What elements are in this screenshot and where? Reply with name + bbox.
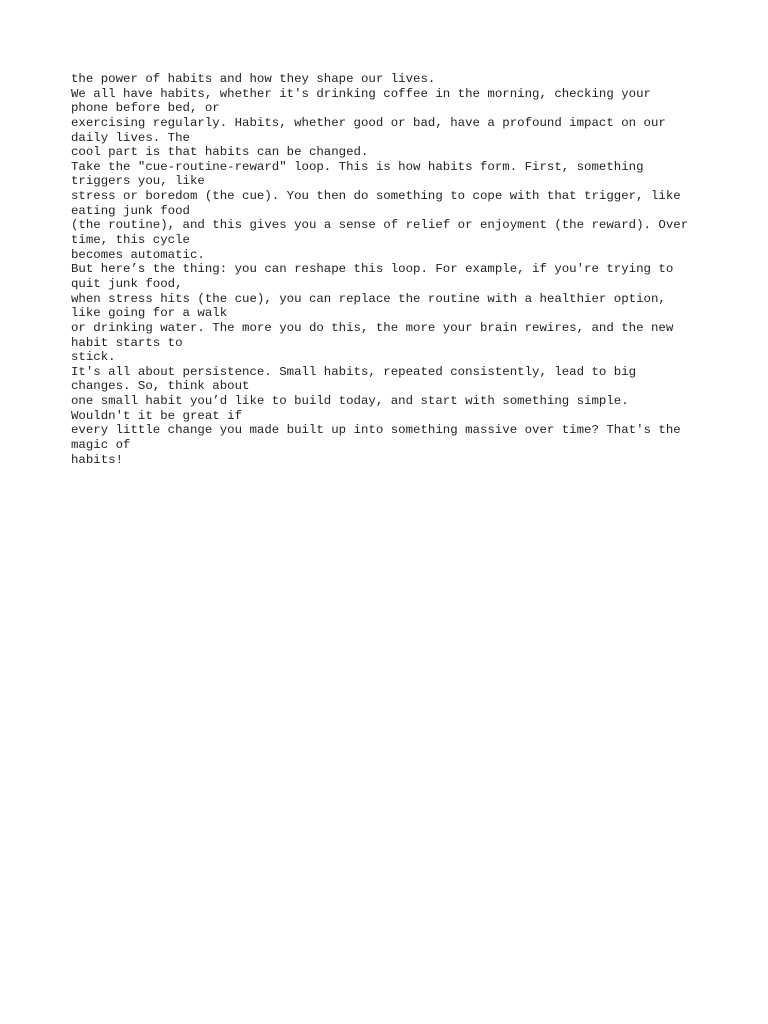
text-line: But here’s the thing: you can reshape this loop. For example, if you're trying to [71,262,674,277]
text-line: becomes automatic. [71,247,205,262]
document-body [71,72,711,467]
text-line: phone before bed, or [71,101,220,116]
text-line: cool part is that habits can be changed. [71,145,369,160]
text-line: stress or boredom (the cue). You then do something to cope with that trigger, like [71,189,681,204]
text-line: or drinking water. The more you do this, the more your brain rewires, and the new [71,320,674,335]
text-line: habit starts to [71,335,183,350]
text-line: exercising regularly. Habits, whether good or bad, have a profound impact on our [71,115,666,130]
text-line: We all have habits, whether it's drinking coffee in the morning, checking your [71,86,651,101]
text-line: every little change you made built up into something massive over time? That's the [71,423,681,438]
text-line: changes. So, think about [71,379,250,394]
text-line: Wouldn't it be great if [71,408,243,423]
text-line: time, this cycle [71,233,190,248]
text-line: stick. [71,350,116,365]
text-line: habits! [71,452,124,467]
text-line: magic of [71,438,131,453]
text-line: one small habit you’d like to build today, and start with something simple. [71,394,629,409]
text-line: triggers you, like [71,174,205,189]
text-line: quit junk food, [71,276,183,291]
text-line: It's all about persistence. Small habits, repeated consistently, lead to big [71,364,637,379]
text-line: the power of habits and how they shape our lives. [71,72,436,86]
text-line: (the routine), and this gives you a sense of relief or enjoyment (the reward). Over [71,218,689,233]
text-line: when stress hits (the cue), you can replace the routine with a healthier option, [71,291,666,306]
text-line: eating junk food [71,203,190,218]
text-line: like going for a walk [71,306,228,321]
text-line: Take the "cue-routine-reward" loop. This is how habits form. First, something [71,159,644,174]
text-line: daily lives. The [71,130,190,145]
